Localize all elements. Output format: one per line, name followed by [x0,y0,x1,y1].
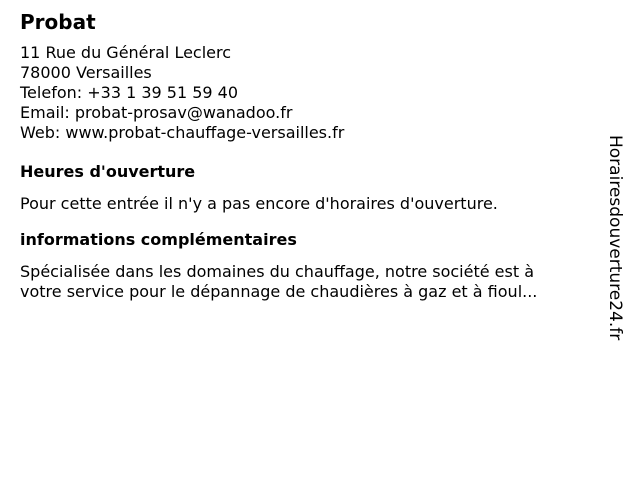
additional-info-line-2: votre service pour le dépannage de chaudières à gaz et à fioul... [20,282,538,301]
site-brand-vertical: Horairesdouverture24.fr [605,135,625,341]
email-address: Email: probat-prosav@wanadoo.fr [20,103,293,122]
opening-hours-heading: Heures d'ouverture [20,162,196,181]
address-city: 78000 Versailles [20,63,152,82]
address-street: 11 Rue du Général Leclerc [20,43,232,62]
additional-info-line-1: Spécialisée dans les domaines du chauffage, notre société est à [20,262,535,281]
opening-hours-text: Pour cette entrée il n'y a pas encore d'horaires d'ouverture. [20,194,498,213]
business-name: Probat [20,10,96,34]
business-listing [20,10,600,302]
website-address: Web: www.probat-chauffage-versailles.fr [20,123,345,142]
phone-number: Telefon: +33 1 39 51 59 40 [20,83,239,102]
additional-info-text [20,262,600,302]
additional-info-heading: informations complémentaires [20,230,297,249]
contact-block [20,43,600,143]
